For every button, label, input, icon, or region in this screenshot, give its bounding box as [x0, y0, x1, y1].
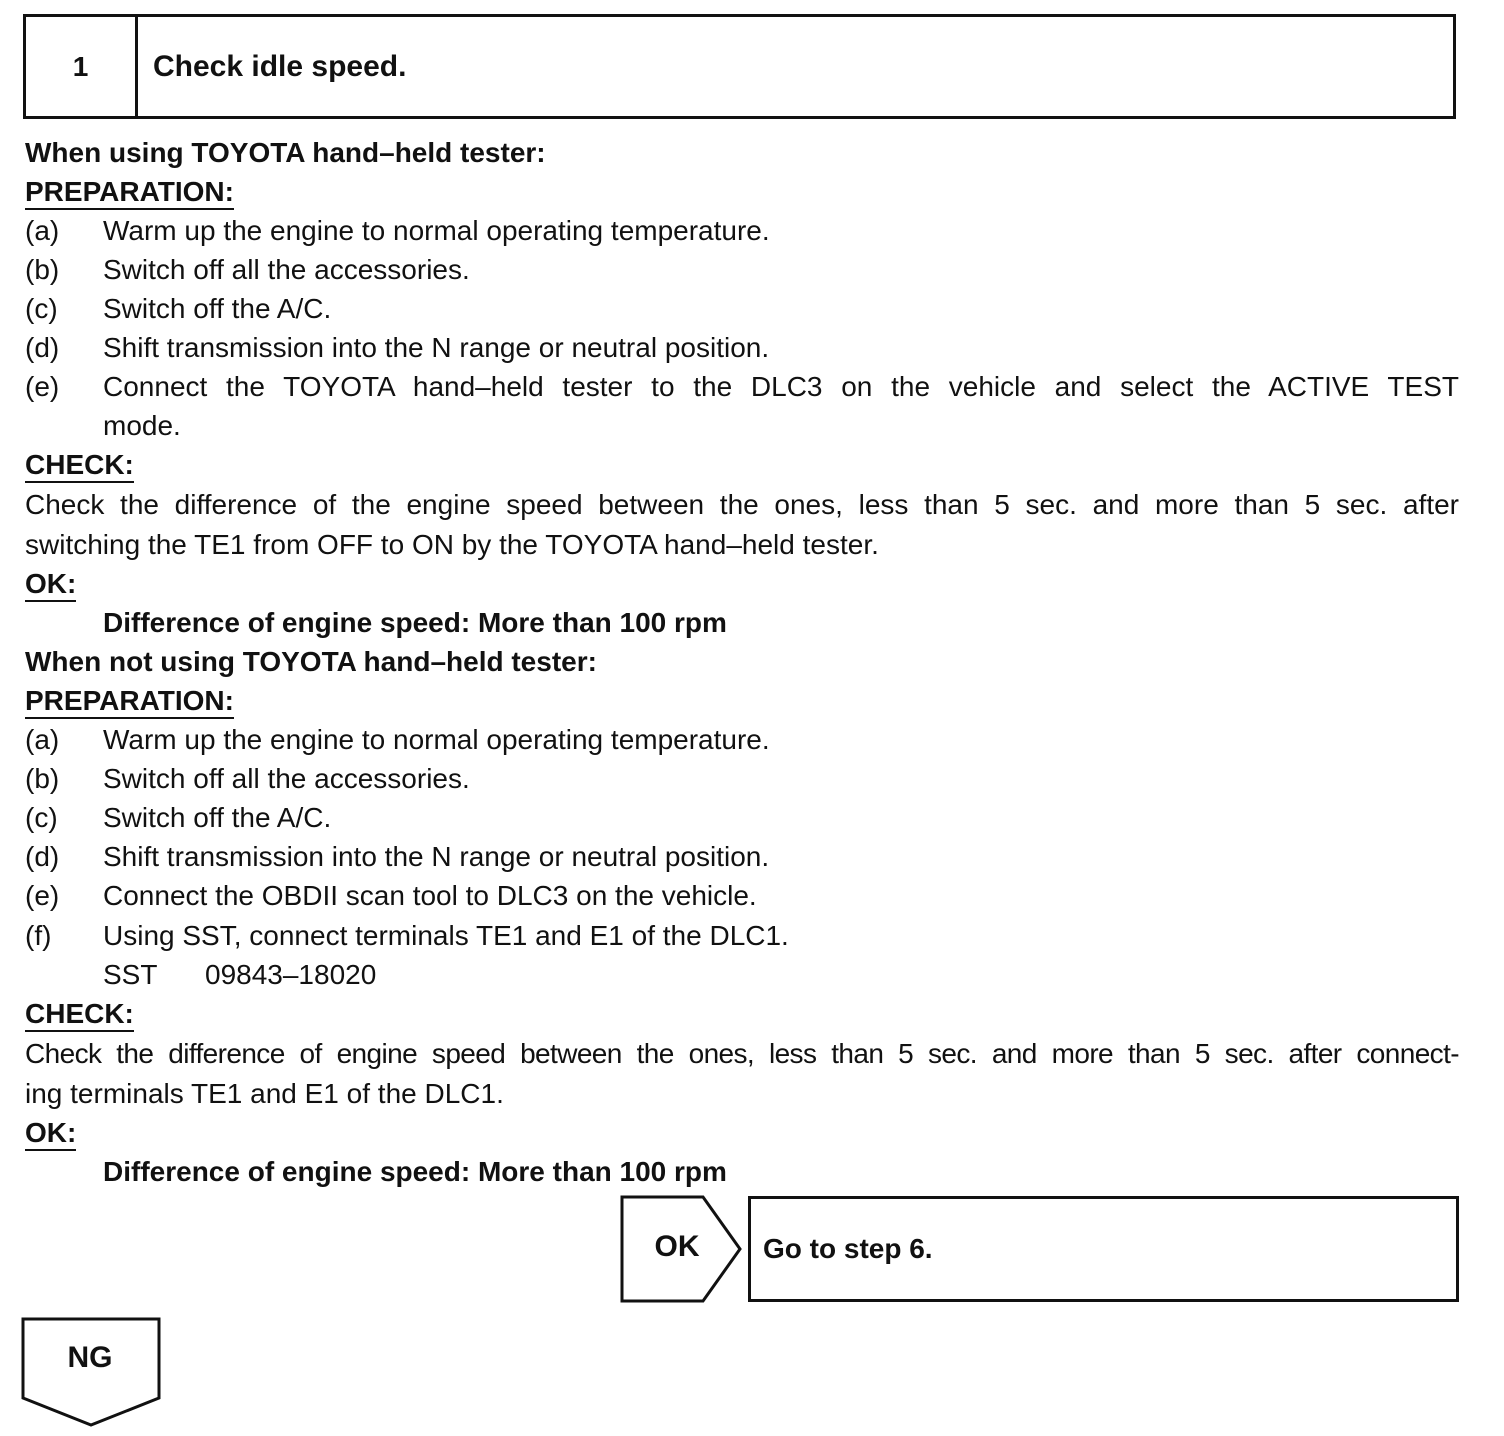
- check-text-line-2: ing terminals TE1 and E1 of the DLC1.: [25, 1078, 504, 1109]
- step-number: 1: [26, 17, 138, 116]
- list-item: Warm up the engine to normal operating temperature.: [103, 724, 770, 755]
- list-item: Warm up the engine to normal operating temperature.: [103, 215, 770, 246]
- list-item-label: (d): [25, 841, 60, 872]
- list-item-label: (b): [25, 254, 60, 285]
- list-item: Switch off all the accessories.: [103, 254, 470, 285]
- ok-label: OK:: [25, 1113, 76, 1152]
- step-header: [23, 14, 1456, 119]
- list-item-label: (e): [25, 880, 60, 911]
- check-text-line-2: switching the TE1 from OFF to ON by the TOYOTA hand–held tester.: [25, 529, 879, 560]
- sst-label: SST: [103, 959, 158, 990]
- list-item: Shift transmission into the N range or neutral position.: [103, 332, 770, 363]
- list-item-continuation: mode.: [103, 410, 181, 441]
- sst-number: 09843–18020: [205, 959, 377, 990]
- list-item-label: (e): [25, 371, 60, 402]
- ok-label: OK:: [25, 564, 76, 603]
- list-item: Using SST, connect terminals TE1 and E1 of the DLC1.: [103, 920, 789, 951]
- ng-branch-label: NG: [67, 1341, 113, 1374]
- preparation-label: PREPARATION:: [25, 172, 234, 211]
- list-item-label: (c): [25, 802, 58, 833]
- list-item-label: (b): [25, 763, 60, 794]
- list-item-label: (d): [25, 332, 60, 363]
- ok-action-box: [748, 1196, 1459, 1302]
- list-item-label: (a): [25, 724, 60, 755]
- section-heading-with-tester: When using TOYOTA hand–held tester:: [25, 137, 546, 168]
- check-label: CHECK:: [25, 445, 134, 484]
- check-text-line-1: Check the difference of engine speed between the ones, less than 5 sec. and more than 5 sec. after connect-: [25, 1038, 1459, 1069]
- list-item-label: (c): [25, 293, 58, 324]
- list-item: Connect the TOYOTA hand–held tester to the DLC3 on the vehicle and select the ACTIVE TEST: [103, 371, 1459, 402]
- preparation-label: PREPARATION:: [25, 681, 234, 720]
- list-item: Shift transmission into the N range or neutral position.: [103, 841, 770, 872]
- section-heading-without-tester: When not using TOYOTA hand–held tester:: [25, 646, 597, 677]
- list-item: Switch off all the accessories.: [103, 763, 470, 794]
- ok-branch-label: OK: [654, 1230, 700, 1263]
- check-label: CHECK:: [25, 994, 134, 1033]
- ok-spec: Difference of engine speed: More than 100 rpm: [103, 1156, 727, 1187]
- list-item-label: (f): [25, 920, 52, 951]
- ok-action-text: Go to step 6.: [763, 1233, 933, 1264]
- list-item-label: (a): [25, 215, 60, 246]
- ok-spec: Difference of engine speed: More than 100 rpm: [103, 607, 727, 638]
- check-text-line-1: Check the difference of the engine speed between the ones, less than 5 sec. and more than 5 sec. after: [25, 489, 1459, 520]
- list-item: Connect the OBDII scan tool to DLC3 on the vehicle.: [103, 880, 757, 911]
- list-item: Switch off the A/C.: [103, 802, 332, 833]
- step-title: Check idle speed.: [153, 50, 407, 83]
- list-item: Switch off the A/C.: [103, 293, 332, 324]
